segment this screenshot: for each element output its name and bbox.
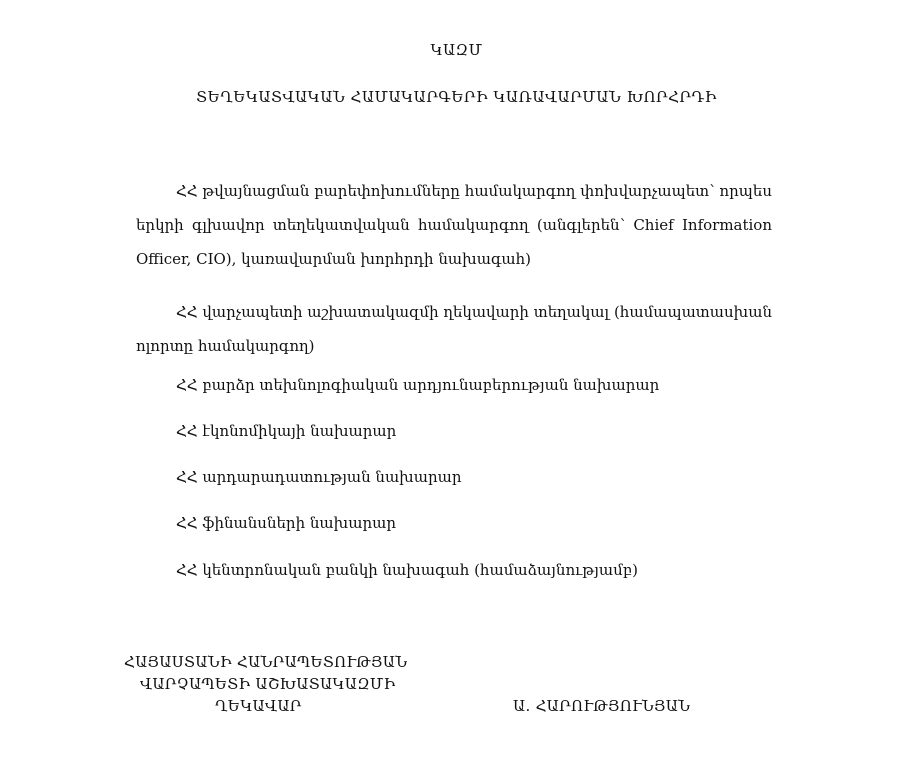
member-item: ՀՀ էկոնոմիկայի նախարար bbox=[176, 422, 397, 440]
signatory-name: Ա. ՀԱՐՈՒԹՅՈՒՆՅԱՆ bbox=[513, 697, 691, 715]
member-item: ՀՀ արդարադատության նախարար bbox=[176, 468, 462, 486]
document-subtitle: ՏԵՂԵԿԱՏՎԱԿԱՆ ՀԱՄԱԿԱՐԳԵՐԻ ԿԱՌԱՎԱՐՄԱՆ ԽՈՐՀՐԴԻ bbox=[196, 88, 717, 106]
chair-paragraph: ՀՀ թվայնացման բարեփոխումները համակարգող փոխվարչապետ՝ որպես երկրի գլխավոր տեղեկատվական համակարգող (անգլերեն՝ Chief Information Officer, CIO), կառավարման խորհրդի նախագահ) bbox=[136, 182, 772, 268]
member-item: ՀՀ կենտրոնական բանկի նախագահ (համաձայնությամբ) bbox=[176, 561, 638, 579]
signature-line-1: ՀԱՅԱՍՏԱՆԻ ՀԱՆՐԱՊԵՏՈՒԹՅԱՆ bbox=[124, 653, 408, 671]
document-title: ԿԱԶՄ bbox=[430, 41, 483, 59]
signature-line-2: ՎԱՐՉԱՊԵՏԻ ԱՇԽԱՏԱԿԱԶՄԻ bbox=[140, 675, 396, 693]
member-item: ՀՀ ֆինանսների նախարար bbox=[176, 514, 397, 532]
deputy-paragraph: ՀՀ վարչապետի աշխատակազմի ղեկավարի տեղակալ (համապատասխան ոլորտը համակարգող) bbox=[136, 303, 772, 355]
member-item: ՀՀ բարձր տեխնոլոգիական արդյունաբերության նախարար bbox=[176, 376, 660, 394]
signature-line-3: ՂԵԿԱՎԱՐ bbox=[215, 697, 302, 715]
